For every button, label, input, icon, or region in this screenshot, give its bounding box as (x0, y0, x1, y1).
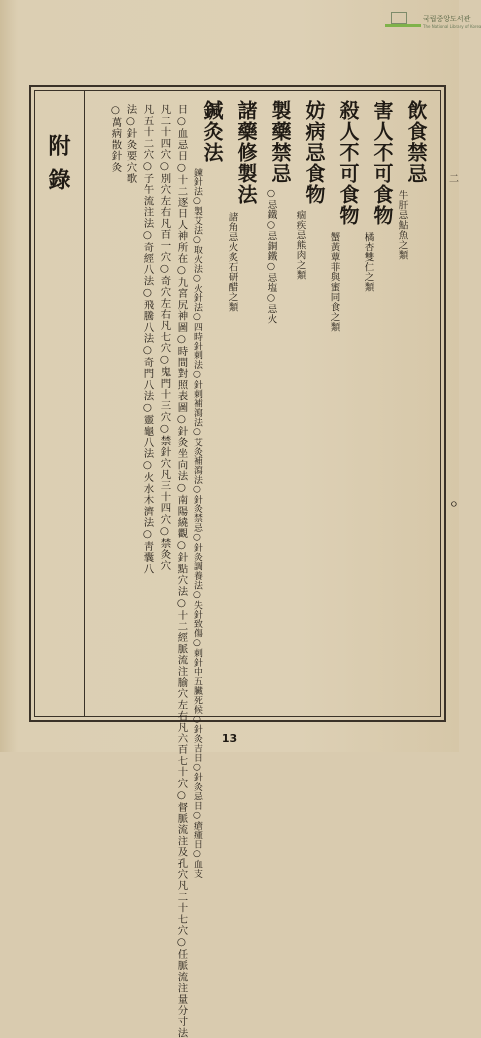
note-harmful-foods: 橘杏雙仁之類 (362, 232, 374, 292)
acupuncture-detail-line-2: 凡二十四穴○別穴左右凡百一穴○奇穴左右凡七穴○鬼門十三穴○禁針穴凡三十四穴○禁灸穴 (158, 104, 171, 572)
note-drug-processing-methods: 諸角忌火炙石研醋之類 (226, 212, 238, 312)
heading-harmful-foods: 害人不可食物 (370, 100, 394, 226)
logo-accent-bar (385, 24, 421, 27)
acupuncture-detail-line-1: 日○血忌日○十二逐日人神所在○九宮尻神圖○時間對照表圖○針灸坐向法○南陽繞觀○針點穴法○十二經脈流注腧穴左右凡六百七十穴○督脈流注及孔穴凡二十七穴○任脈流注量分寸法 (175, 104, 188, 1038)
heading-disease-food-avoidance: 妨病忌食物 (302, 100, 326, 205)
page-number: 13 (221, 732, 238, 745)
heading-lethal-foods: 殺人不可食物 (336, 100, 360, 226)
appendix-title: 附錄 (45, 134, 71, 202)
edge-mark-bottom: ㅇ (449, 500, 459, 511)
acupuncture-detail-line-5: ○萬病散針灸 (109, 104, 122, 173)
acupuncture-detail-line-3: 凡五十二穴○子午流注法○奇經八法○飛騰八法○奇門八法○靈龜八法○火水木濟法○靑囊八 (141, 104, 154, 575)
heading-drug-preparation-prohibitions: 製藥禁忌 (268, 100, 292, 184)
logo-text: 국립중앙도서관 (423, 15, 471, 23)
logo-subtext: The National Library of Korea (423, 24, 481, 29)
acupuncture-detail-line-4: 法○針灸要穴歌 (124, 104, 137, 184)
library-logo-icon (391, 12, 407, 24)
note-disease-food-avoidance: 痼疾忌熊肉之類 (294, 210, 306, 280)
note-acupuncture-moxibustion: 鍊針法○製艾法○取火法○火針法○四時針刺法○針刺補瀉法○艾灸補瀉法○針灸禁忌○針灸調養法○失針致傷○刺針中五臟死候○針灸吉日○針灸忌日○瘡瘇日○血支 (191, 168, 202, 879)
note-food-prohibitions: 牛肝忌鮎魚之類 (396, 190, 408, 260)
appendix-divider (84, 91, 85, 716)
heading-drug-processing-methods: 諸藥修製法 (234, 100, 258, 205)
note-lethal-foods: 蟹黃蕈菲與蜜同食之類 (328, 232, 340, 332)
edge-mark-top: 二 (449, 174, 459, 185)
note-drug-preparation-prohibitions: ○忌鐵○忌銅鐵○忌塩○忌火 (265, 188, 277, 324)
heading-acupuncture-moxibustion: 鍼灸法 (200, 100, 224, 163)
heading-food-prohibitions: 飲食禁忌 (404, 100, 428, 184)
